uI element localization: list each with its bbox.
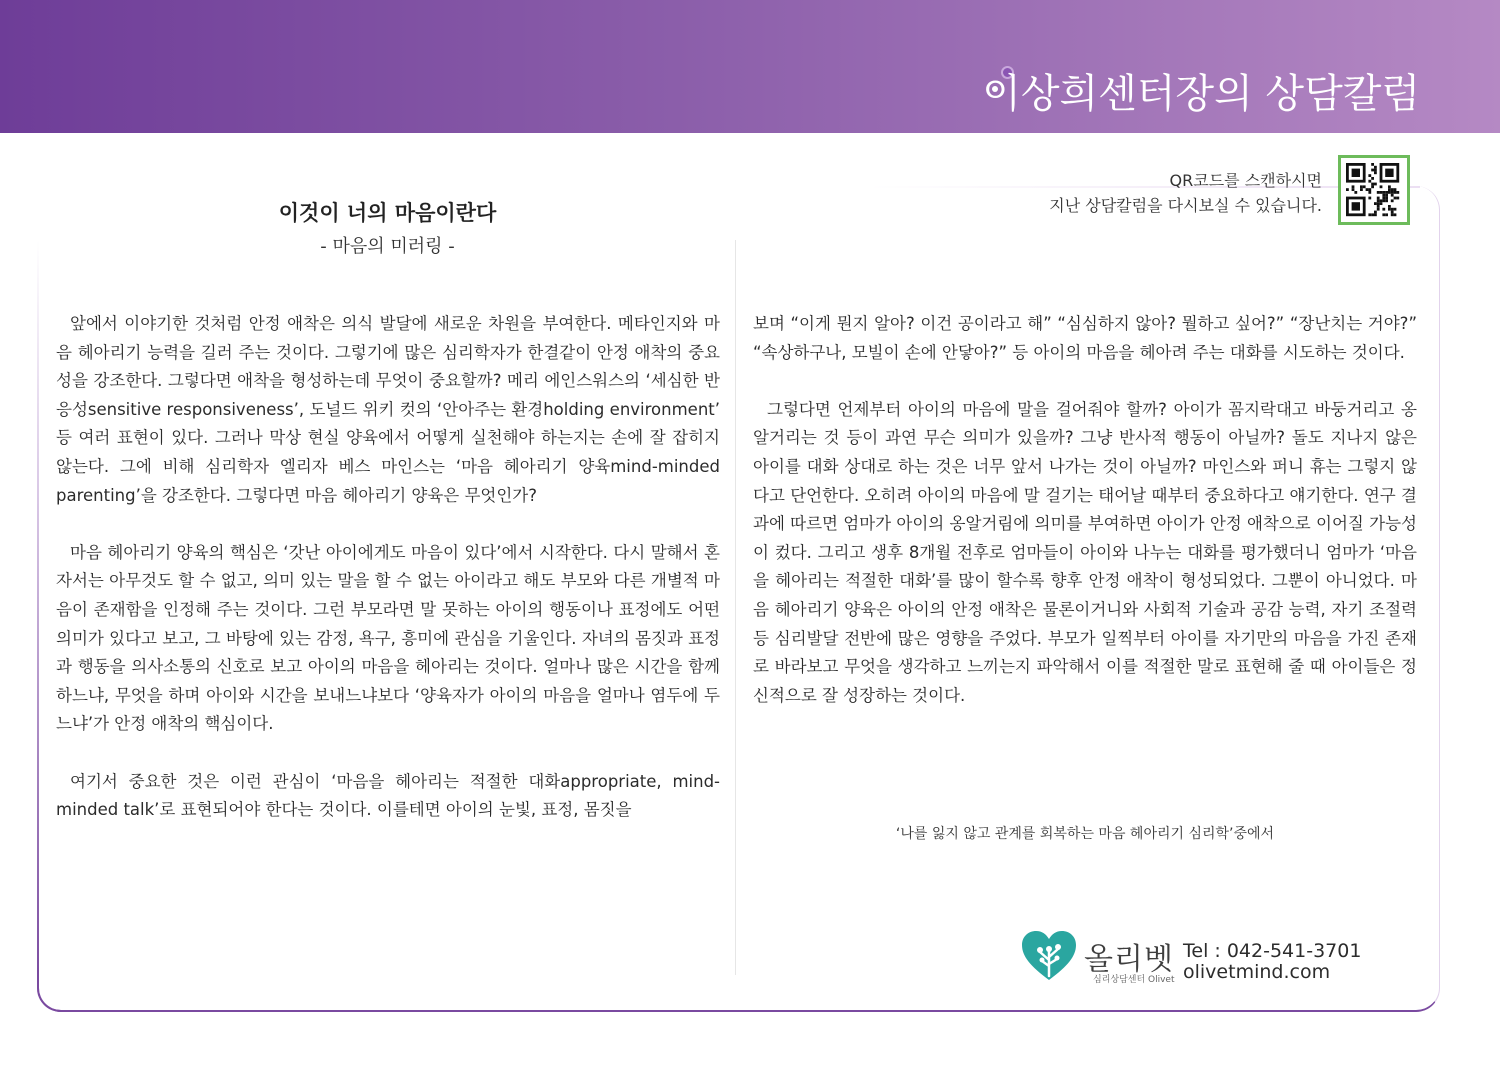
website-link[interactable]: olivetmind.com bbox=[1183, 961, 1331, 983]
article-paragraph: 보며 “이게 뭔지 알아? 이건 공이라고 해” “심심하지 않아? 뭘하고 싶어?” “장난치는 거야?” “속상하구나, 모빌이 손에 안닿아?” 등 아이의 마음을 헤아려 주는 대화를 시도하는 것이다. bbox=[753, 314, 1417, 362]
header-banner bbox=[0, 0, 1500, 133]
qr-caption-line: 지난 상담칼럼을 다시보실 수 있습니다. bbox=[1049, 196, 1322, 215]
logo-name: 올리벳 bbox=[1084, 942, 1174, 977]
qr-caption-line: QR코드를 스캔하시면 bbox=[1169, 171, 1322, 190]
article-paragraph: 마음 헤아리기 양육의 핵심은 ‘갓난 아이에게도 마음이 있다’에서 시작한다. 다시 말해서 혼자서는 아무것도 할 수 없고, 의미 있는 말을 할 수 없는 아이라고 해도 부모와 다른 개별적 마음이 존재함을 인정해 주는 것이다. 그런 부모라면 말 못하는 아이의 행동이나 표정에도 어떤 의미가 있다고 보고, 그 바탕에 있는 감정, 욕구, 흥미에 관심을 기울인다. 자녀의 몸짓과 표정과 행동을 의사소통의 신호로 보고 아이의 마음을 헤아리는 것이다. 얼마나 많은 시간을 함께 하느냐, 무엇을 하며 아이와 시간을 보내느냐보다 ‘양육자가 아이의 마음을 얼마나 염두에 두느냐’가 안정 애착의 핵심이다. bbox=[56, 542, 720, 734]
heart-tree-icon bbox=[1020, 930, 1078, 982]
article-paragraph: 여기서 중요한 것은 이런 관심이 ‘마음을 헤아리는 적절한 대화appropriate, mind-minded talk’로 표현되어야 한다는 것이다. 이를테면 아이의 눈빛, 표정, 몸짓을 bbox=[56, 771, 720, 820]
column-title: 이상희센터장의 상담칼럼 bbox=[982, 71, 1420, 117]
qr-code-icon bbox=[1346, 163, 1402, 217]
column-divider bbox=[735, 240, 736, 975]
article-title: 이것이 너의 마음이란다 bbox=[278, 201, 497, 225]
phone-number: Tel : 042-541-3701 bbox=[1183, 940, 1362, 962]
article-paragraph: 그렇다면 언제부터 아이의 마음에 말을 걸어줘야 할까? 아이가 꼼지락대고 바둥거리고 옹알거리는 것 등이 과연 무슨 의미가 있을까? 그냥 반사적 행동이 아닐까? 돌도 지나지 않은 아이를 대화 상대로 하는 것은 너무 앞서 나가는 것이 아닐까? 마인스와 퍼니 휴는 그렇지 않다고 단언한다. 오히려 아이의 마음에 말 걸기는 태어날 때부터 중요하다고 얘기한다. 연구 결과에 따르면 엄마가 아이의 옹알거림에 의미를 부여하면 아이가 안정 애착으로 이어질 가능성이 컸다. 그리고 생후 8개월 전후로 엄마들이 아이와 나누는 대화를 평가했더니 엄마가 ‘마음을 헤아리는 적절한 대화’를 많이 할수록 향후 안정 애착이 형성되었다. 그뿐이 아니었다. 마음 헤아리기 양육은 아이의 안정 애착은 물론이거니와 사회적 기술과 공감 능력, 자기 조절력등 심리발달 전반에 많은 영향을 주었다. 부모가 일찍부터 아이를 자기만의 마음을 가진 존재로 바라보고 무엇을 생각하고 느끼는지 파악해서 이를 적절한 말로 표현해 줄 때 아이들은 정신적으로 잘 성장하는 것이다. bbox=[753, 399, 1417, 705]
qr-code[interactable] bbox=[1338, 155, 1410, 225]
article-left-column bbox=[56, 310, 720, 853]
article-paragraph: 앞에서 이야기한 것처럼 안정 애착은 의식 발달에 새로운 차원을 부여한다. 메타인지와 마음 헤아리기 능력을 길러 주는 것이다. 그렇기에 많은 심리학자가 한결같이 안정 애착의 중요성을 강조한다. 그렇다면 애착을 형성하는데 무엇이 중요할까? 메리 에인스워스의 ‘세심한 반응성sensitive responsiveness’, 도널드 위키 컷의 ‘안아주는 환경holding environment’ 등 여러 표현이 있다. 그러나 막상 현실 양육에서 어떻게 실천해야 하는지는 손에 잘 잡히지 않는다. 그에 비해 심리학자 엘리자 베스 마인스는 ‘마음 헤아리기 양육mind-minded parenting’을 강조한다. 그렇다면 마음 헤아리기 양육은 무엇인가? bbox=[56, 314, 720, 505]
logo-subtitle: 심리상담센터 Olivet bbox=[1093, 975, 1175, 985]
qr-caption bbox=[1049, 168, 1322, 218]
source-citation: ‘나를 잃지 않고 관계를 회복하는 마음 헤아리기 심리학’중에서 bbox=[895, 826, 1275, 842]
article-right-column bbox=[753, 310, 1417, 739]
frame-border bbox=[37, 970, 77, 1012]
frame-border bbox=[37, 240, 39, 986]
article-subtitle: - 마음의 미러링 - bbox=[320, 236, 455, 257]
